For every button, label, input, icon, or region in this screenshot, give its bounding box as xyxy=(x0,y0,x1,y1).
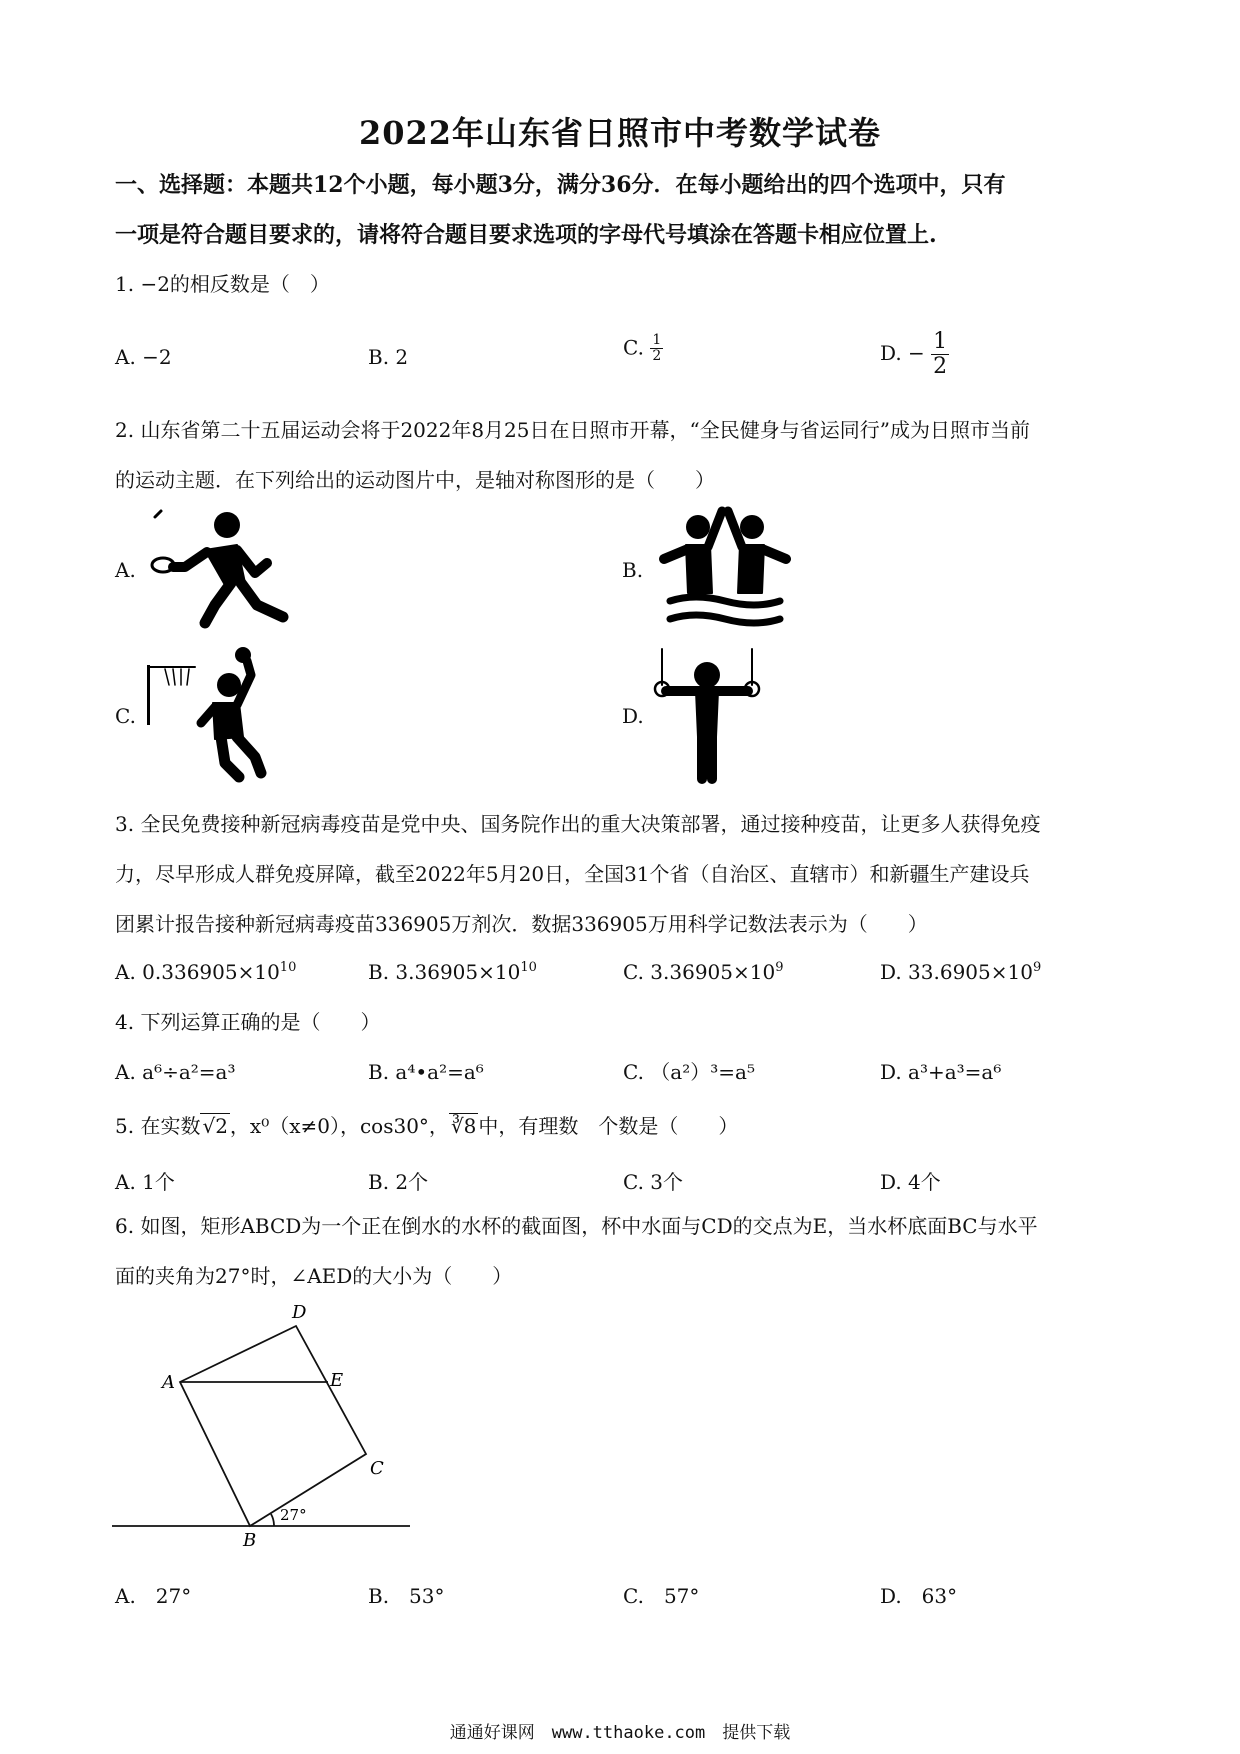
q3-option-d-exponent: 9 xyxy=(1032,960,1042,975)
q3-option-c xyxy=(623,958,784,986)
q3-option-d xyxy=(880,958,1041,986)
q3-option-b xyxy=(368,958,537,986)
q1-option-c-numerator: 1 xyxy=(652,332,662,348)
q3-option-b-base: B. 3.36905×10 xyxy=(368,960,521,984)
basketball-player-icon xyxy=(143,645,283,785)
q1-option-d-fraction xyxy=(931,330,949,379)
q6-stem-line2: 面的夹角为27°时，∠AED的大小为（ ） xyxy=(115,1264,513,1288)
q3-option-a xyxy=(115,958,296,986)
q3-option-a-exponent: 10 xyxy=(279,960,297,975)
q4-option-d: D. a³+a³=a⁶ xyxy=(880,1060,1002,1084)
q5-sqrt2: √2 xyxy=(202,1114,228,1138)
page-title: 2022年山东省日照市中考数学试卷 xyxy=(358,114,882,152)
angle-label: 27° xyxy=(280,1506,307,1524)
page-footer: 通通好课网 www.tthaoke.com 提供下载 xyxy=(449,1723,791,1743)
q4-stem: 4. 下列运算正确的是（ ） xyxy=(115,1010,381,1034)
q1-option-a: A. −2 xyxy=(115,345,172,369)
q5-stem-post: 中，有理数 个数是（ ） xyxy=(478,1114,739,1138)
q3-option-c-exponent: 9 xyxy=(775,960,784,975)
q1-option-d xyxy=(880,330,949,379)
q6-option-c: C. 57° xyxy=(623,1584,700,1608)
q5-stem xyxy=(115,1112,738,1140)
q4-option-c: C. （a²）³=a⁵ xyxy=(623,1060,755,1084)
q4-option-b: B. a⁴•a²=a⁶ xyxy=(368,1060,484,1084)
swimmers-icon xyxy=(650,505,800,630)
q1-option-c-label: C. xyxy=(623,335,644,360)
q5-stem-mid: ，x⁰（x≠0），cos30°， xyxy=(229,1114,449,1138)
q4-option-a: A. a⁶÷a²=a³ xyxy=(115,1060,236,1084)
q3-option-d-base: D. 33.6905×10 xyxy=(880,960,1033,984)
q1-option-d-denominator: 2 xyxy=(933,354,948,380)
q6-stem-line1: 6. 如图，矩形ABCD为一个正在倒水的水杯的截面图，杯中水面与CD的交点为E，当水杯底面BC与水平 xyxy=(115,1214,1038,1238)
vertex-label-a: A xyxy=(162,1372,175,1393)
q2-option-c-label: C. xyxy=(115,704,136,728)
q1-option-c-denominator: 2 xyxy=(652,348,662,365)
q2-stem-line2: 的运动主题．在下列给出的运动图片中，是轴对称图形的是（ ） xyxy=(115,468,715,492)
vertex-label-e: E xyxy=(330,1370,344,1391)
q5-stem-pre: 5. 在实数 xyxy=(115,1114,201,1138)
badminton-player-icon xyxy=(145,505,295,630)
q1-option-b: B. 2 xyxy=(368,345,409,369)
rectangle-abcd xyxy=(180,1326,366,1526)
section-heading-line1: 一、选择题：本题共12个小题，每小题3分，满分36分．在每小题给出的四个选项中，只有 xyxy=(115,172,1006,198)
q2-stem-line1: 2. 山东省第二十五届运动会将于2022年8月25日在日照市开幕，“全民健身与省运同行”成为日照市当前 xyxy=(115,418,1030,442)
q6-option-d: D. 63° xyxy=(880,1584,958,1608)
q5-cbrt8: ∛8 xyxy=(450,1114,477,1138)
gymnast-rings-icon xyxy=(652,645,762,785)
q1-option-d-label: D. − xyxy=(880,341,925,366)
q6-option-a: A. 27° xyxy=(115,1584,192,1608)
vertex-label-d: D xyxy=(292,1302,307,1323)
q6-option-b: B. 53° xyxy=(368,1584,445,1608)
q3-stem-line3: 团累计报告接种新冠病毒疫苗336905万剂次．数据336905万用科学记数法表示为（ ） xyxy=(115,912,928,936)
q3-option-b-exponent: 10 xyxy=(520,960,537,975)
q1-stem: 1. −2的相反数是（ ） xyxy=(115,272,330,296)
q2-option-d-label: D. xyxy=(622,704,644,728)
vertex-label-b: B xyxy=(243,1530,257,1551)
q5-option-a: A. 1个 xyxy=(115,1170,175,1194)
q5-option-c: C. 3个 xyxy=(623,1170,684,1194)
q5-option-d: D. 4个 xyxy=(880,1170,941,1194)
q5-option-b: B. 2个 xyxy=(368,1170,429,1194)
q1-option-d-numerator: 1 xyxy=(933,329,948,354)
q3-option-a-base: A. 0.336905×10 xyxy=(115,960,280,984)
q2-option-a-label: A. xyxy=(115,558,136,582)
q1-option-c-fraction xyxy=(650,333,663,365)
angle-arc xyxy=(271,1514,274,1526)
section-heading-line2: 一项是符合题目要求的，请将符合题目要求选项的字母代号填涂在答题卡相应位置上. xyxy=(115,222,937,248)
vertex-label-c: C xyxy=(370,1458,384,1479)
q3-stem-line2: 力，尽早形成人群免疫屏障，截至2022年5月20日，全国31个省（自治区、直辖市）和新疆生产建设兵 xyxy=(115,862,1030,886)
q3-option-c-base: C. 3.36905×10 xyxy=(623,960,776,984)
q1-option-c xyxy=(623,333,663,365)
q2-option-b-label: B. xyxy=(622,558,644,582)
q3-stem-line1: 3. 全民免费接种新冠病毒疫苗是党中央、国务院作出的重大决策部署，通过接种疫苗，让更多人获得免疫 xyxy=(115,812,1041,836)
q6-geometry-figure xyxy=(100,1300,430,1551)
